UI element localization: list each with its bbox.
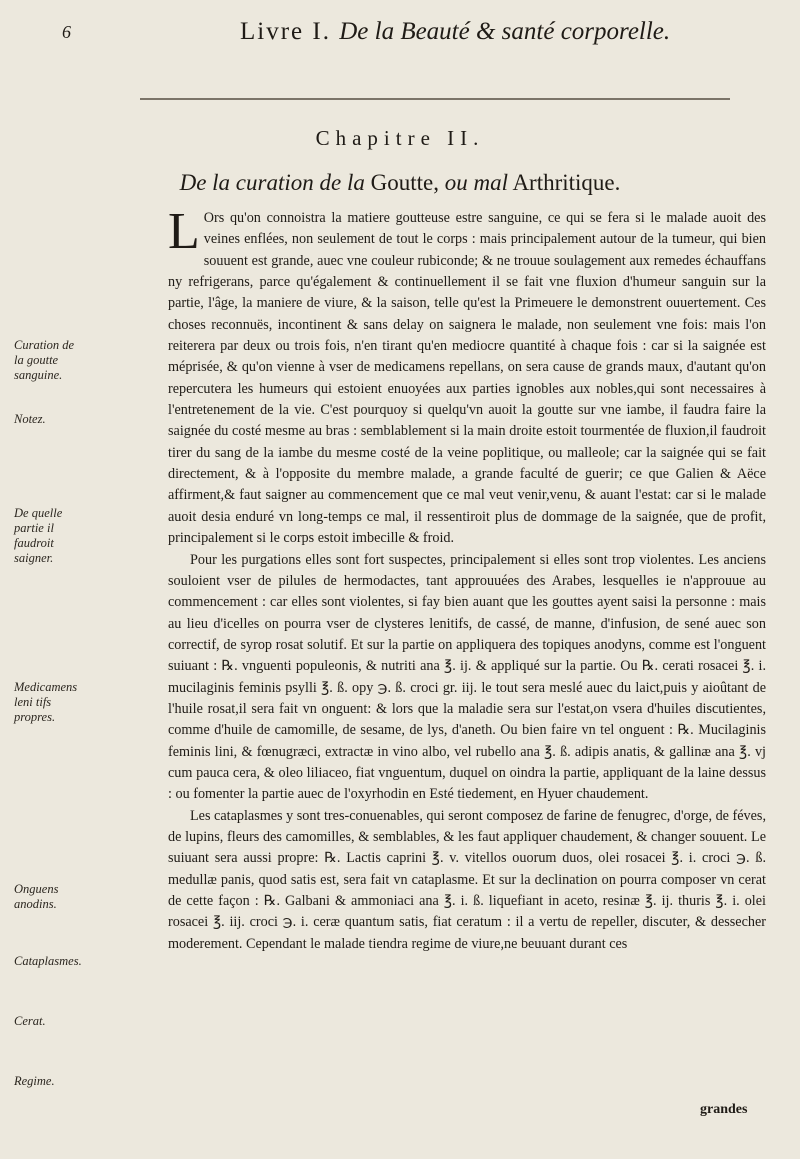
running-title — [240, 18, 670, 46]
header-rule — [140, 98, 730, 101]
page-number: 6 — [62, 22, 71, 42]
chapter-title-part4: Arthritique. — [512, 170, 621, 195]
running-title-book: Livre I. — [240, 18, 331, 45]
chapter-title-part3: ou mal — [444, 170, 508, 195]
margin-note: Cataplasmes. — [14, 954, 82, 968]
running-header — [0, 18, 800, 52]
paragraph: Les cataplasmes y sont tres-conuenables, qui seront composez de farine de fenugrec, d'orge, de féves, de lupins, fleurs des camomilles, & semblables, & les faut appliquer chaudement, & changer souuent. Le suiuant sera aussi propre: ℞. Lactis caprini ℥. v. vitellos ouorum duos, olei rosacei ℥. i. croci ℈. ß. medullæ panis, quod satis est, sera fait vn cataplasme. Et sur la declination on pourra composer vn cerat de cette façon : ℞. Galbani & ammoniaci ana ℥. i. ß. liquefiant in aceto, resinæ ℥. ij. thuris ℥. i. olei rosacei ℥. iij. croci ℈. i. ceræ quantum satis, fiat ceratum : il a vertu de repeller, discuter, & dessecher moderement. Cependant le malade tiendra regime de viure,ne beuuant durant ces — [168, 807, 766, 952]
margin-note: Onguens anodins. — [14, 882, 59, 911]
margin-note: Cerat. — [14, 1014, 46, 1028]
margin-note: De quelle partie il faudroit saigner. — [14, 506, 63, 565]
paragraph — [168, 203, 766, 550]
margin-note: Curation de la goutte sanguine. — [14, 338, 75, 382]
margin-note: Notez. — [14, 412, 46, 426]
chapter-body — [168, 203, 766, 955]
drop-cap: L — [168, 203, 200, 260]
margin-note: Medicamens leni tifs propres. — [14, 680, 78, 724]
paragraph: Pour les purgations elles sont fort suspectes, principalement si elles sont trop violentes. Les anciens souloient vser de pilules de hermodactes, tant approuuées des Arabes, lesquelles ie n'approuue au commencement : car elles sont violentes, si fay bien auant que les gouttes ayent saisi la personne : mais au lieu d'icelles on pourra vser de clysteres lenitifs, de cassé, de manne, d'infusion, de sené auec son correctif, de syrop rosat solutif. Et sur la partie on appliquera des topiques anodyns, comme est l'onguent suiuant : ℞. vnguenti populeonis, & nutriti ana ℥. ij. & appliqué sur la partie. Ou ℞. cerati rosacei ℥. i. mucilaginis feminis psylli ℥. ß. opy ℈. ß. croci gr. iij. le tout sera meslé auec du laict,puis y aioûtant de l'huile rosat,il sera fait vn onguent: & lors que la maladie sera sur l'estat,on vsera d'huiles discutientes, comme d'huile de camomille, de sesame, de lys, d'aneth. Ou bien faire vn tel onguent : ℞. Mucilaginis feminis lini, & fœnugræci, extractæ in vino albo, vel rubello ana ℥. ß. adipis anatis, & gallinæ ana ℥. vj cum pauca cera, & oleo liliaceo, fiat vnguentum, duquel on oindra la partie, appliquant de la laine dessus : ou fomenter la partie auec de l'oxyrhodin en Esté tiedement, en Hyuer chaudement. — [168, 551, 766, 803]
running-title-subject: De la Beauté & santé corporelle. — [339, 18, 671, 45]
chapter-label: Chapitre II. — [315, 126, 485, 150]
catchword: grandes — [700, 1102, 748, 1117]
chapter-title-part1: De la curation de la — [179, 170, 365, 195]
chapter-title-part2: Goutte, — [370, 170, 439, 195]
chapter-title — [0, 170, 800, 196]
margin-note: Regime. — [14, 1074, 55, 1088]
paragraph-text: Ors qu'on connoistra la matiere goutteuse estre sanguine, ce qui se fera si le malade auoit des veines enflées, non seulement de tout le corps : mais principalement autour de la tumeur, qui bien souuent est grande, auec vne couleur rubiconde; & ne trouue soulagement aux remedes échauffans ny refrigerans, parce qu'également & continuellement il se fait vne fluxion d'humeur sanguin sur la partie, l'âge, la maniere de viure, & la saison, telle qu'est la Primeuere le demonstrent ouuertement. Ces choses reconnuës, incontinent & sans delay on saignera le malade, non seulement vne fois: mais l'on reiterera par deux ou trois fois, n'en tirant qu'en mediocre quantité à chaque fois : car si la saignée est méprisée, & qu'on vienne à vser de medicamens repellans, on sera cause de grands maux, d'autant qu'on repercutera les humeurs qui estoient enuoyées aux parties ignobles aux nobles,qui sont necessaires à l'entretenement de la vie. C'est pourquoy si quelqu'vn auoit la goutte sur vne iambe, il faudra faire la saignée du costé mesme au bras : semblablement si la main droite estoit tourmentée de fluxion,il faudroit tirer du sang de la iambe du mesme costé de la veine poplitique, ou malleole; car la saignée qui se fait directement, & à l'opposite du membre malade, a grande faculté de guerir; ce que Galien & Aëce affirment,& faut saigner au commencement que ce mal veut venir,venu, & auant l'estat: car si le malade auoit desia enduré vn long-temps ce mal, il ressentiroit plus de dommage de la saignée, que de profit, principalement si le corps estoit imbecille & froid. — [168, 210, 766, 547]
